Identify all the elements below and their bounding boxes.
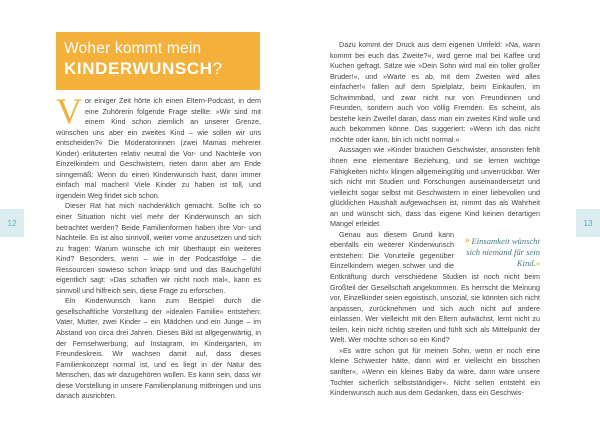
left-text-column [56, 91, 261, 402]
right-paragraph-2: Aussagen wie »Kinder brauchen Geschwister, ansonsten fehlt ihnen eine elementare Beziehung, und sie lernen wichtige Fähigkeiten nicht« klingen allgemeingültig und unverrückbar. Wer sich nicht mit Studien und Forschungen auseinandersetzt und vielleicht sogar selbst mit Geschwistern in einer liebevollen und glücklichen Haushalt aufgewachsen ist, nimmt das als Wahrheit an und wünscht sich, dass das eigene Kind keinen derartigen Mangel erleidet. [330, 145, 540, 229]
chapter-title-keyword: KINDERWUNSCH [64, 59, 213, 78]
page-number-right [576, 209, 600, 237]
pull-quote-open-mark: » [465, 234, 470, 246]
right-paragraph-3 [330, 230, 540, 346]
pull-quote-text: Einsamkeit wünscht sich niemand für sein Kind. [466, 235, 540, 268]
right-paragraph-4: »Es wäre schon gut für meinen Sohn, wenn er noch eine kleine Schwester hätte, dann wird er vielleicht ein bisschen sanfter«, »Wenn ein kleines Baby da wäre, dann wäre unsere Tochter sicherlich selbstständiger«. Nicht selten entsteht ein Kinderwunsch auch aus dem Gedanken, dass ein Geschwis- [330, 345, 540, 398]
right-text-column [330, 40, 540, 399]
chapter-title-question-mark: ? [212, 59, 223, 78]
left-paragraph-1-text: or einiger Zeit hörte ich einen Eltern-Podcast, in dem eine Zuhörerin folgende Frage stellte: »Wir sind mit einem Kind schon ziemlich an unserer Grenze, wünschen uns aber ein zweites Kind – wie sollen wir uns entscheiden?« Die Moderatorinnen (zwei Mamas mehrerer Kinder) erläuterten relativ neutral die Vor- und Nachteile von Einzelkindern und Geschwistern, rieten dann aber am Ende sinngemäß: Wenn du einen Kinderwunsch hast, dann immer einfach mal machen! Viele Kinder zu haben ist toll, und irgendein Weg findet sich schon. [56, 96, 261, 200]
chapter-title-line1: Woher kommt mein [64, 40, 202, 57]
left-paragraph-3: Ein Kinderwunsch kann zum Beispiel durch die gesellschaftliche Vorstellung der »idealen Familie« entstehen: Vater, Mutter, zwei Kinder – ein Mädchen und ein Junge – im Abstand von circa drei Jahren. Dieses Bild ist allgegenwärtig, in der Fernsehwerbung, auf Instagram, im Kindergarten, im Freundeskreis. Wir wachsen damit auf, dass dieses Familienkonzept normal ist, und es liegt in der Natur des Menschen, das wir dazugehören wollen. Es kann sein, dass wir diese Vorstellung in unsere Familienplanung mitbringen und uns danach ausrichten. [56, 296, 261, 401]
chapter-title-box [56, 32, 260, 90]
left-paragraph-2: Dieser Rat hat mich nachdenklich gemacht. Sollte ich so einer Situation nicht viel mehr der Kinderwunsch an sich betrachtet werden? Beide Familienformen haben ihre Vor- und Nachteile. Es ist also sinnvoll, weiter vorne anzusetzen und sich zu fragen: Warum wünsche ich mir überhaupt ein weiteres Kind? Besonders, wenn – wie in der Podcastfolge – die Ressourcen sowieso schon knapp sind und das Bauchgefühl eigentlich sagt: »Das schaffen wir nicht noch mal«, kann es sinnvoll und hilfreich sein, diese Frage zu erforschen. [56, 201, 261, 295]
page-number-right-text: 13 [583, 218, 593, 228]
left-paragraph-1 [56, 91, 261, 201]
pull-quote [458, 236, 540, 269]
chapter-title-line2 [64, 58, 260, 80]
pull-quote-close-mark: « [535, 257, 540, 268]
page-number-left [0, 209, 24, 237]
page-number-left-text: 12 [7, 218, 17, 228]
right-paragraph-3-text: Genau aus diesem Grund kann ebenfalls ein weiterer Kinderwunsch entstehen: Die Vorurteile gegenüber Einzelkindern wiegen schwer und die Entkräftung durch verschiedene Studien ist noch nicht beim Großteil der Gesellschaft angekommen. Es herrscht die Meinung vor, Einzelkinder seien egoistisch, unsozial, sie könnten sich nicht anpassen, zurücknehmen und sich auch nicht auf andere einlassen. Wer vielleicht mit den Eltern aufwächst, lernt nicht zu teilen, kein nicht richtig streiten und fühlt sich als Mittelpunkt der Welt. Wer möchte schon so ein Kind? [330, 229, 540, 345]
drop-cap: V [56, 91, 82, 131]
right-paragraph-1: Dazu kommt der Druck aus dem eigenen Umfeld: »Na, wann kommt bei euch das Zweite?«, wird gerne mal bei Kaffee und Kuchen gefragt. Sätze wie »Dein Sohn wird mal ein toller großer Bruder!«, und »Warte es ab, mit dem Zweiten wird alles einfacher!« fallen auf dem Spielplatz, beim Einkaufen, im Schwimmbad, und zwar nicht nur von Freundinnen und Freunden, sondern auch von völlig Fremden. Es scheint, als bestehe kein Zweifel daran, dass man ein zweites Kind wolle und auch bekommen könne. Das suggeriert: »Wenn ich das nicht möchte oder kann, bin ich nicht normal.« [330, 40, 540, 144]
